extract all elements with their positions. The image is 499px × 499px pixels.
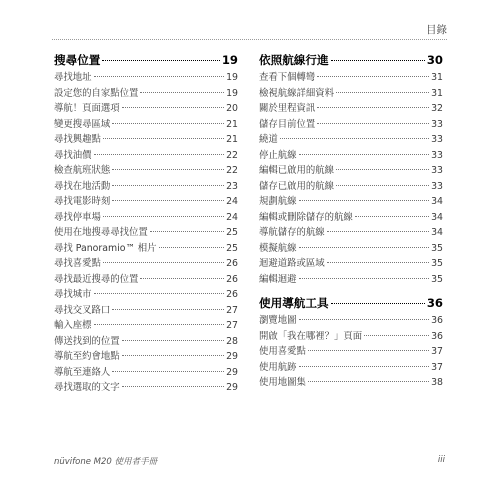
toc-entry bbox=[54, 349, 238, 365]
dot-leader bbox=[299, 154, 430, 155]
dot-leader bbox=[317, 123, 429, 124]
toc-entry-title: 尋找喜愛點 bbox=[54, 258, 101, 269]
dot-leader bbox=[94, 293, 225, 294]
toc-entry-title: 繞道 bbox=[259, 134, 278, 145]
dot-leader bbox=[317, 76, 429, 77]
toc-page-number: 25 bbox=[226, 242, 238, 254]
toc-entry-title: 編輯已啟用的航線 bbox=[259, 165, 335, 176]
dot-leader bbox=[122, 355, 224, 356]
toc-entry bbox=[54, 179, 238, 195]
toc-entry bbox=[54, 148, 238, 164]
dot-leader bbox=[122, 386, 224, 387]
toc-page-number: 36 bbox=[426, 296, 443, 310]
toc-page-number: 30 bbox=[426, 53, 443, 67]
toc-entry-title: 使用導航工具 bbox=[259, 296, 329, 310]
toc-page-number: 21 bbox=[226, 134, 238, 145]
toc-page-number: 37 bbox=[431, 361, 443, 373]
dot-leader bbox=[140, 92, 224, 93]
dot-leader bbox=[94, 76, 225, 77]
toc-entry bbox=[259, 194, 443, 210]
toc-entry-title: 尋找油價 bbox=[54, 149, 92, 161]
dot-leader bbox=[355, 216, 429, 217]
toc-page-number: 20 bbox=[226, 103, 238, 114]
dot-leader bbox=[331, 303, 425, 304]
toc-entry-title: 儲存目前位置 bbox=[259, 118, 316, 130]
toc-entry-title: 設定您的自家點位置 bbox=[54, 87, 139, 99]
toc-entry bbox=[54, 117, 238, 133]
toc-entry bbox=[54, 272, 238, 288]
dot-leader bbox=[103, 138, 224, 139]
toc-page-number: 27 bbox=[226, 320, 238, 331]
toc-entry bbox=[54, 287, 238, 303]
toc-entry-title: 尋找在地活動 bbox=[54, 180, 111, 192]
toc-entry-title: 尋找停車場 bbox=[54, 211, 101, 223]
toc-page-number: 27 bbox=[226, 304, 238, 316]
toc-entry-title: 使用喜愛點 bbox=[259, 346, 306, 357]
toc-page-number: 36 bbox=[431, 330, 443, 342]
toc-entry bbox=[259, 225, 443, 241]
toc-page-number: 29 bbox=[226, 351, 238, 362]
toc-entry bbox=[259, 148, 443, 164]
toc-entry-title: 編輯或刪除儲存的航線 bbox=[259, 211, 353, 223]
toc-page-number: 35 bbox=[431, 242, 443, 254]
dot-leader bbox=[94, 154, 225, 155]
dot-leader bbox=[112, 309, 224, 310]
dot-leader bbox=[317, 107, 429, 108]
toc-entry-title: 尋找興趣點 bbox=[54, 134, 101, 145]
toc-page-number: 33 bbox=[431, 180, 443, 192]
toc-section-heading bbox=[54, 51, 238, 70]
toc-entry bbox=[259, 360, 443, 376]
dot-leader bbox=[122, 340, 224, 341]
toc-entry bbox=[54, 86, 238, 102]
dot-leader bbox=[308, 350, 429, 351]
dot-leader bbox=[122, 107, 224, 108]
toc-entry-title: 查看下個轉彎 bbox=[259, 72, 316, 83]
toc-entry bbox=[54, 132, 238, 148]
toc-entry bbox=[54, 318, 238, 334]
dot-leader bbox=[364, 335, 429, 336]
toc-entry bbox=[54, 365, 238, 381]
toc-entry-title: 模擬航線 bbox=[259, 242, 297, 254]
toc-page-number: 37 bbox=[431, 346, 443, 357]
toc-entry-title: 導航至約會地點 bbox=[54, 351, 120, 362]
toc-right-column bbox=[259, 51, 443, 391]
toc-entry bbox=[54, 101, 238, 117]
dot-leader bbox=[299, 278, 430, 279]
toc-page-number: 19 bbox=[221, 53, 238, 67]
dot-leader bbox=[299, 200, 430, 201]
toc-entry-title: 瀏覽地圖 bbox=[259, 315, 297, 326]
page-header-title: 目錄 bbox=[426, 24, 447, 36]
toc-entry-title: 開啟「我在哪裡？」頁面 bbox=[259, 330, 363, 342]
toc-entry-title: 尋找 Panoramio™ 相片 bbox=[54, 242, 157, 254]
toc-page-number: 33 bbox=[431, 149, 443, 161]
toc-entry bbox=[259, 256, 443, 272]
toc-section-heading bbox=[259, 51, 443, 70]
toc-entry-title: 尋找交叉路口 bbox=[54, 304, 111, 316]
toc-entry-title: 導航至連絡人 bbox=[54, 366, 111, 378]
toc-entry bbox=[259, 132, 443, 148]
toc-page-number: 26 bbox=[226, 273, 238, 285]
dot-leader bbox=[327, 262, 429, 263]
toc-entry bbox=[259, 375, 443, 391]
dot-leader bbox=[102, 60, 219, 61]
toc-page-number: 32 bbox=[431, 103, 443, 114]
dot-leader bbox=[140, 278, 224, 279]
footer-manual-title: nüvifone M20 使用者手冊 bbox=[54, 457, 158, 467]
dot-leader bbox=[150, 231, 224, 232]
toc-entry bbox=[54, 225, 238, 241]
toc-page-number: 29 bbox=[226, 366, 238, 378]
dot-leader bbox=[159, 247, 225, 248]
toc-entry bbox=[54, 194, 238, 210]
toc-entry bbox=[259, 70, 443, 86]
dot-leader bbox=[112, 123, 224, 124]
toc-left-column bbox=[54, 51, 238, 396]
toc-entry bbox=[259, 344, 443, 360]
toc-entry bbox=[54, 210, 238, 226]
dot-leader bbox=[112, 169, 224, 170]
toc-entry-title: 變更搜尋區域 bbox=[54, 118, 111, 130]
dot-leader bbox=[336, 169, 429, 170]
toc-page-number: 33 bbox=[431, 165, 443, 176]
dot-leader bbox=[331, 60, 425, 61]
toc-entry-title: 搜尋位置 bbox=[54, 53, 101, 67]
toc-entry bbox=[259, 101, 443, 117]
toc-page-number: 26 bbox=[226, 258, 238, 269]
toc-entry bbox=[54, 241, 238, 257]
toc-page-number: 31 bbox=[431, 72, 443, 83]
toc-page-number: 29 bbox=[226, 382, 238, 393]
toc-entry-title: 檢視航線詳細資料 bbox=[259, 87, 335, 99]
toc-entry-title: 傳送找到的位置 bbox=[54, 335, 120, 347]
dot-leader bbox=[308, 381, 429, 382]
dot-leader bbox=[103, 216, 224, 217]
header-divider bbox=[52, 39, 447, 40]
toc-entry bbox=[259, 86, 443, 102]
toc-page-number: 24 bbox=[226, 211, 238, 223]
toc-entry bbox=[54, 70, 238, 86]
toc-section-heading bbox=[259, 294, 443, 313]
toc-page-number: 19 bbox=[226, 87, 238, 99]
toc-entry-title: 尋找最近搜尋的位置 bbox=[54, 273, 139, 285]
toc-entry-title: 尋找選取的文字 bbox=[54, 382, 120, 393]
toc-page-number: 26 bbox=[226, 289, 238, 300]
toc-entry bbox=[259, 117, 443, 133]
toc-page-number: 34 bbox=[431, 196, 443, 207]
dot-leader bbox=[336, 92, 429, 93]
toc-page-number: 33 bbox=[431, 134, 443, 145]
toc-page-number: 25 bbox=[226, 227, 238, 238]
toc-entry bbox=[259, 313, 443, 329]
toc-page-number: 35 bbox=[431, 273, 443, 285]
toc-entry-title: 規劃航線 bbox=[259, 196, 297, 207]
toc-entry-title: 關於里程資訊 bbox=[259, 103, 316, 114]
toc-page-number: 22 bbox=[226, 165, 238, 176]
dot-leader bbox=[112, 185, 224, 186]
toc-entry-title: 導航！頁面選項 bbox=[54, 103, 120, 114]
dot-leader bbox=[280, 138, 429, 139]
toc-entry-title: 編輯迴避 bbox=[259, 273, 297, 285]
toc-page-number: 38 bbox=[431, 377, 443, 388]
toc-entry bbox=[259, 210, 443, 226]
toc-entry-title: 導航儲存的航線 bbox=[259, 227, 325, 238]
toc-entry bbox=[54, 303, 238, 319]
toc-entry-title: 檢查航班狀態 bbox=[54, 165, 111, 176]
dot-leader bbox=[94, 324, 225, 325]
toc-page-number: 31 bbox=[431, 87, 443, 99]
dot-leader bbox=[299, 319, 430, 320]
toc-page-number: 35 bbox=[431, 258, 443, 269]
toc-entry bbox=[54, 380, 238, 396]
dot-leader bbox=[112, 371, 224, 372]
dot-leader bbox=[327, 231, 429, 232]
toc-page-number: 36 bbox=[431, 315, 443, 326]
dot-leader bbox=[299, 366, 430, 367]
toc-page-number: 24 bbox=[226, 196, 238, 207]
toc-page-number: 28 bbox=[226, 335, 238, 347]
toc-entry bbox=[54, 163, 238, 179]
toc-entry-title: 使用地圖集 bbox=[259, 377, 306, 388]
toc-entry bbox=[259, 329, 443, 345]
toc-entry-title: 使用航跡 bbox=[259, 361, 297, 373]
dot-leader bbox=[336, 185, 429, 186]
toc-entry bbox=[259, 179, 443, 195]
toc-entry-title: 尋找電影時刻 bbox=[54, 196, 111, 207]
toc-entry-title: 迴避道路或區域 bbox=[259, 258, 325, 269]
toc-entry bbox=[54, 334, 238, 350]
toc-entry-title: 停止航線 bbox=[259, 149, 297, 161]
toc-page-number: 22 bbox=[226, 149, 238, 161]
toc-entry bbox=[259, 163, 443, 179]
toc-entry bbox=[259, 241, 443, 257]
toc-page-number: 23 bbox=[226, 180, 238, 192]
toc-entry bbox=[54, 256, 238, 272]
toc-entry-title: 依照航線行進 bbox=[259, 53, 329, 67]
toc-entry-title: 尋找城市 bbox=[54, 289, 92, 300]
toc-entry bbox=[259, 272, 443, 288]
dot-leader bbox=[299, 247, 430, 248]
toc-entry-title: 儲存已啟用的航線 bbox=[259, 180, 335, 192]
toc-page-number: 34 bbox=[431, 227, 443, 238]
toc-page-number: 19 bbox=[226, 72, 238, 83]
dot-leader bbox=[112, 200, 224, 201]
toc-entry-title: 尋找地址 bbox=[54, 72, 92, 83]
toc-page-number: 34 bbox=[431, 211, 443, 223]
toc-entry-title: 使用在地搜尋尋找位置 bbox=[54, 227, 148, 238]
toc-entry-title: 輸入座標 bbox=[54, 320, 92, 331]
toc-page-number: 33 bbox=[431, 118, 443, 130]
toc-page-number: 21 bbox=[226, 118, 238, 130]
footer-page-number: iii bbox=[437, 455, 445, 465]
dot-leader bbox=[103, 262, 224, 263]
